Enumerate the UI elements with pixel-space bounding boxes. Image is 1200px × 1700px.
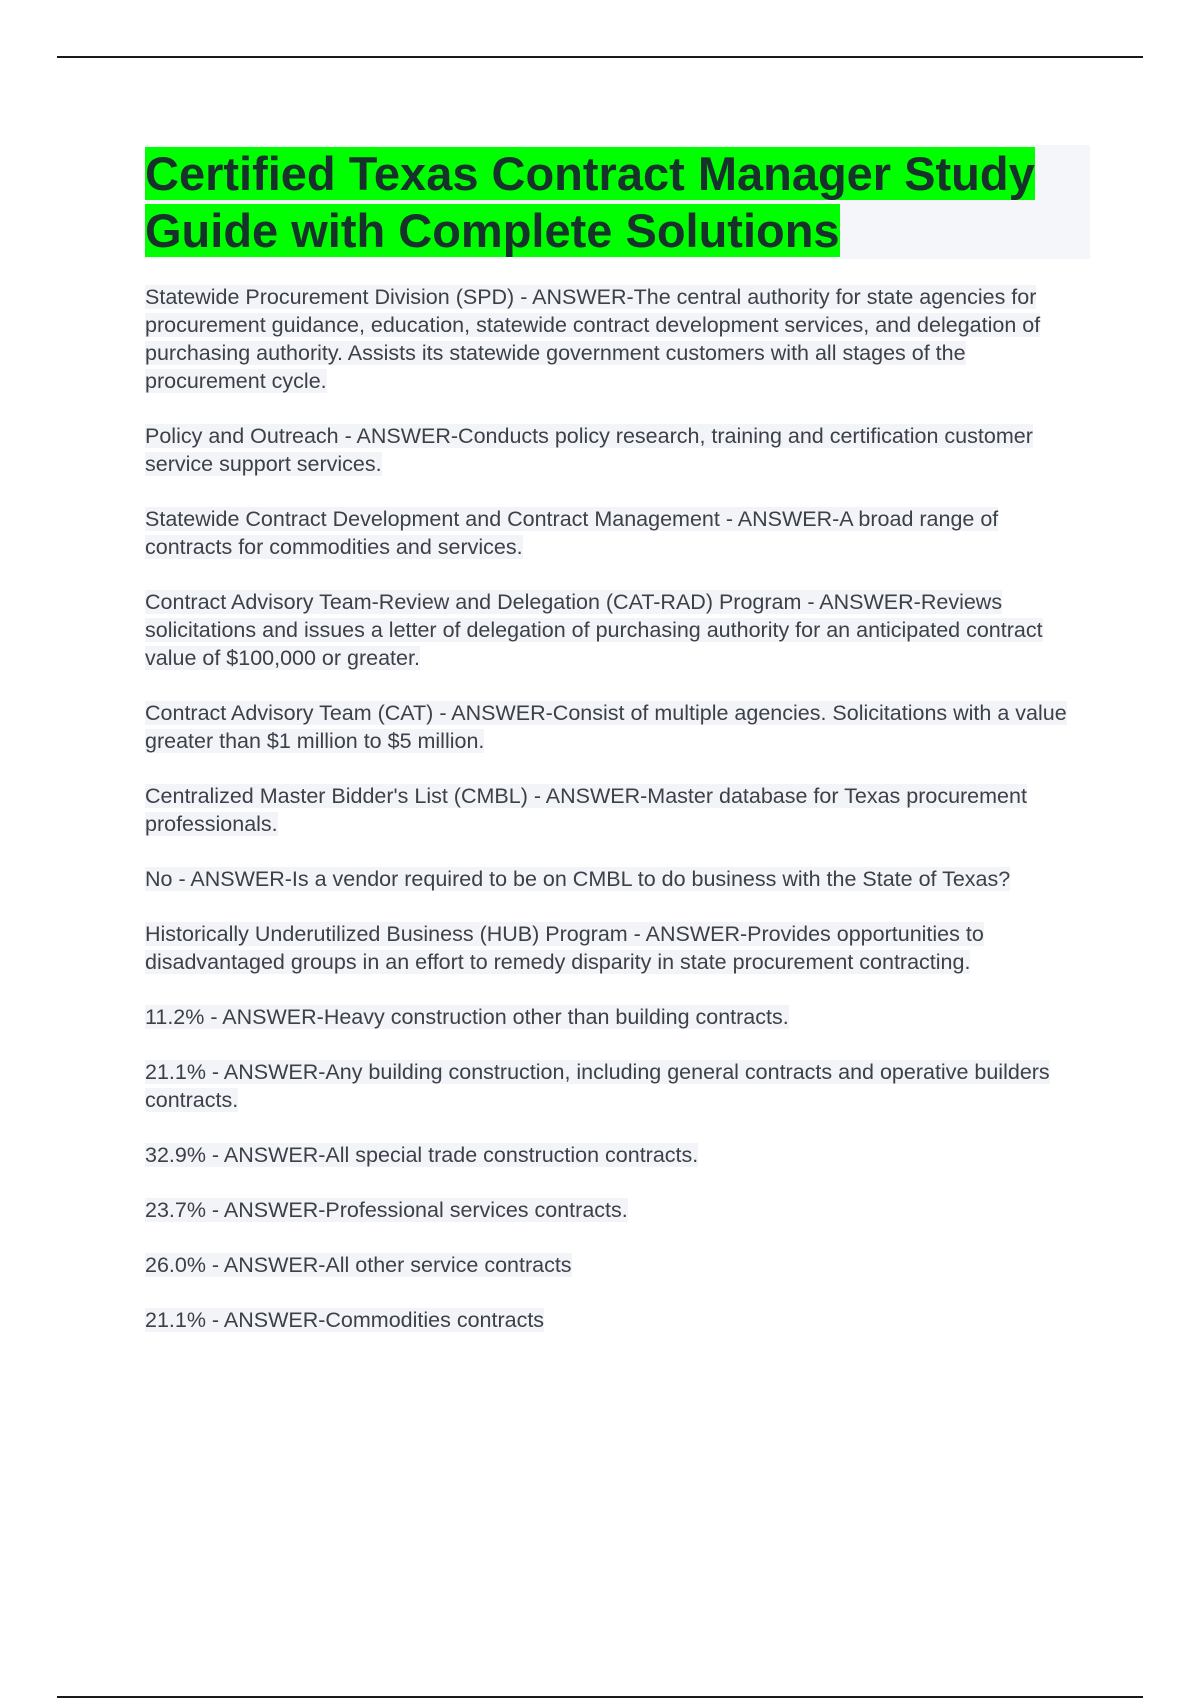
entry-text: 21.1% - ANSWER-Commodities contracts — [145, 1308, 545, 1332]
entry-special-trade — [145, 1141, 1090, 1169]
bottom-divider — [57, 1696, 1143, 1698]
entry-text: Centralized Master Bidder's List (CMBL) - ANSWER-Master database for Texas procurement professionals. — [145, 784, 1027, 836]
top-divider — [57, 56, 1143, 58]
entry-professional-services — [145, 1196, 1090, 1224]
entry-heavy-construction — [145, 1003, 1090, 1031]
entry-text: Historically Underutilized Business (HUB) Program - ANSWER-Provides opportunities to disadvantaged groups in an effort to remedy disparity in state procurement contracting. — [145, 922, 984, 974]
entry-spd — [145, 283, 1090, 395]
entry-hub — [145, 920, 1090, 976]
entry-statewide-contract — [145, 505, 1090, 561]
entry-text: 32.9% - ANSWER-All special trade construction contracts. — [145, 1143, 699, 1167]
entry-cmbl-question — [145, 865, 1090, 893]
entry-text: Statewide Procurement Division (SPD) - ANSWER-The central authority for state agencies for procurement guidance, education, statewide contract development services, and delegation of purchasing authority. Assists its statewide government customers with all stages of the procurement cycle. — [145, 285, 1041, 393]
entry-text: Statewide Contract Development and Contract Management - ANSWER-A broad range of contracts for commodities and services. — [145, 507, 999, 559]
entry-policy-outreach — [145, 422, 1090, 478]
entry-text: Contract Advisory Team (CAT) - ANSWER-Consist of multiple agencies. Solicitations with a value greater than $1 million to $5 million. — [145, 701, 1067, 753]
title-block — [145, 145, 1090, 259]
document-title — [145, 145, 1090, 259]
entry-text: Policy and Outreach - ANSWER-Conducts policy research, training and certification customer service support services. — [145, 424, 1033, 476]
entry-text: 21.1% - ANSWER-Any building construction, including general contracts and operative builders contracts. — [145, 1060, 1050, 1112]
entry-commodities — [145, 1306, 1090, 1334]
entry-text: 26.0% - ANSWER-All other service contracts — [145, 1253, 572, 1277]
entry-text: 11.2% - ANSWER-Heavy construction other than building contracts. — [145, 1005, 789, 1029]
entry-building-construction — [145, 1058, 1090, 1114]
entry-other-services — [145, 1251, 1090, 1279]
entry-text: Contract Advisory Team-Review and Delegation (CAT-RAD) Program - ANSWER-Reviews solicitations and issues a letter of delegation of purchasing authority for an anticipated contract value of $100,000 or greater. — [145, 590, 1043, 670]
entry-cmbl — [145, 782, 1090, 838]
entry-cat-rad — [145, 588, 1090, 672]
entry-cat — [145, 699, 1090, 755]
document-body — [145, 145, 1090, 1361]
entry-text: 23.7% - ANSWER-Professional services contracts. — [145, 1198, 628, 1222]
document-title-text: Certified Texas Contract Manager Study Guide with Complete Solutions — [145, 147, 1035, 257]
entry-text: No - ANSWER-Is a vendor required to be on CMBL to do business with the State of Texas? — [145, 867, 1011, 891]
